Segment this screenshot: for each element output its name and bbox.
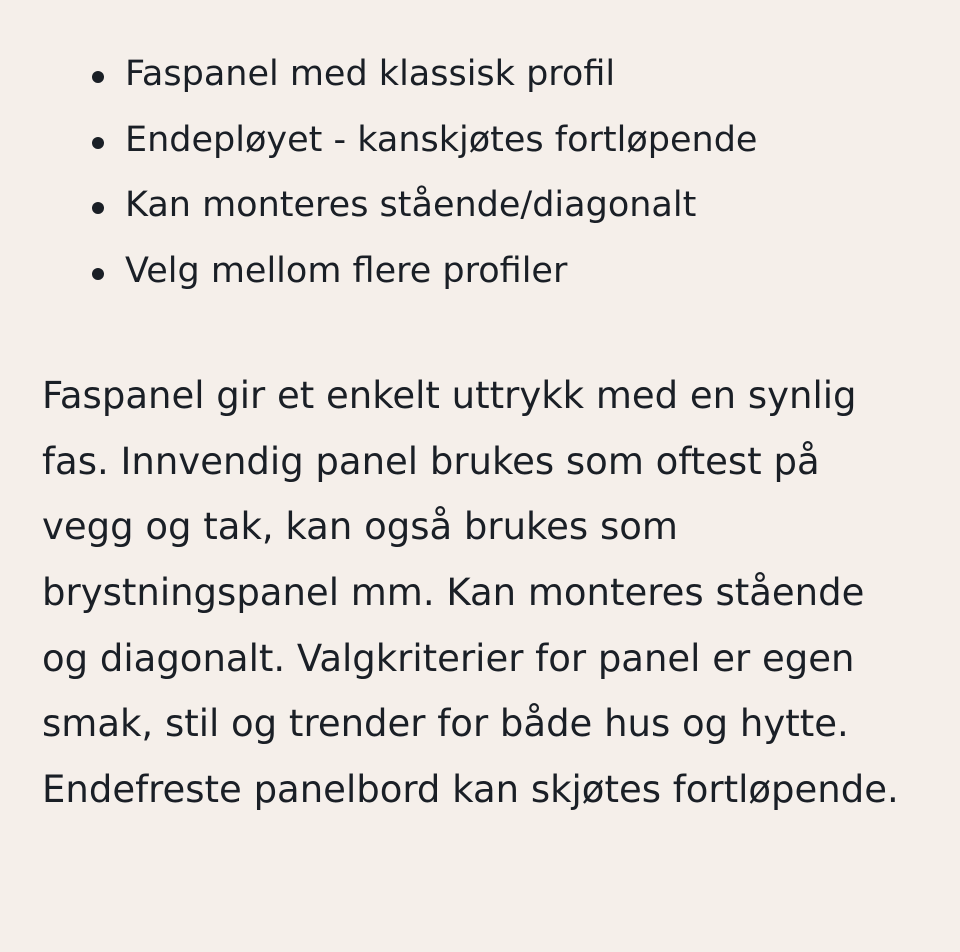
description-line: brystningspanel mm. Kan monteres stående [42, 571, 865, 615]
feature-text: Velg mellom flere profiler [125, 250, 568, 291]
description-line: Faspanel gir et enkelt uttrykk med en synlig [42, 374, 857, 417]
feature-item [88, 173, 757, 239]
feature-item [88, 42, 757, 108]
description-paragraph [42, 363, 952, 823]
bullet-icon [92, 71, 104, 83]
feature-text: Faspanel med klassisk profil [125, 54, 616, 94]
feature-text: Kan monteres stående/diagonalt [125, 185, 697, 225]
description-line: Endefreste panelbord kan skjøtes fortløpende. [42, 768, 899, 812]
description-line: smak, stil og trender for både hus og hytte. [42, 702, 849, 746]
description-line: og diagonalt. Valgkriterier for panel er egen [42, 636, 855, 680]
feature-text: Endepløyet - kanskjøtes fortløpende [125, 119, 758, 160]
feature-item [88, 239, 757, 305]
description-line: fas. Innvendig panel brukes som oftest på [42, 439, 820, 483]
feature-item [88, 108, 757, 174]
bullet-icon [92, 137, 104, 149]
bullet-icon [92, 268, 104, 280]
description-line: vegg og tak, kan også brukes som [42, 505, 678, 549]
feature-list [88, 42, 757, 304]
bullet-icon [92, 202, 104, 214]
